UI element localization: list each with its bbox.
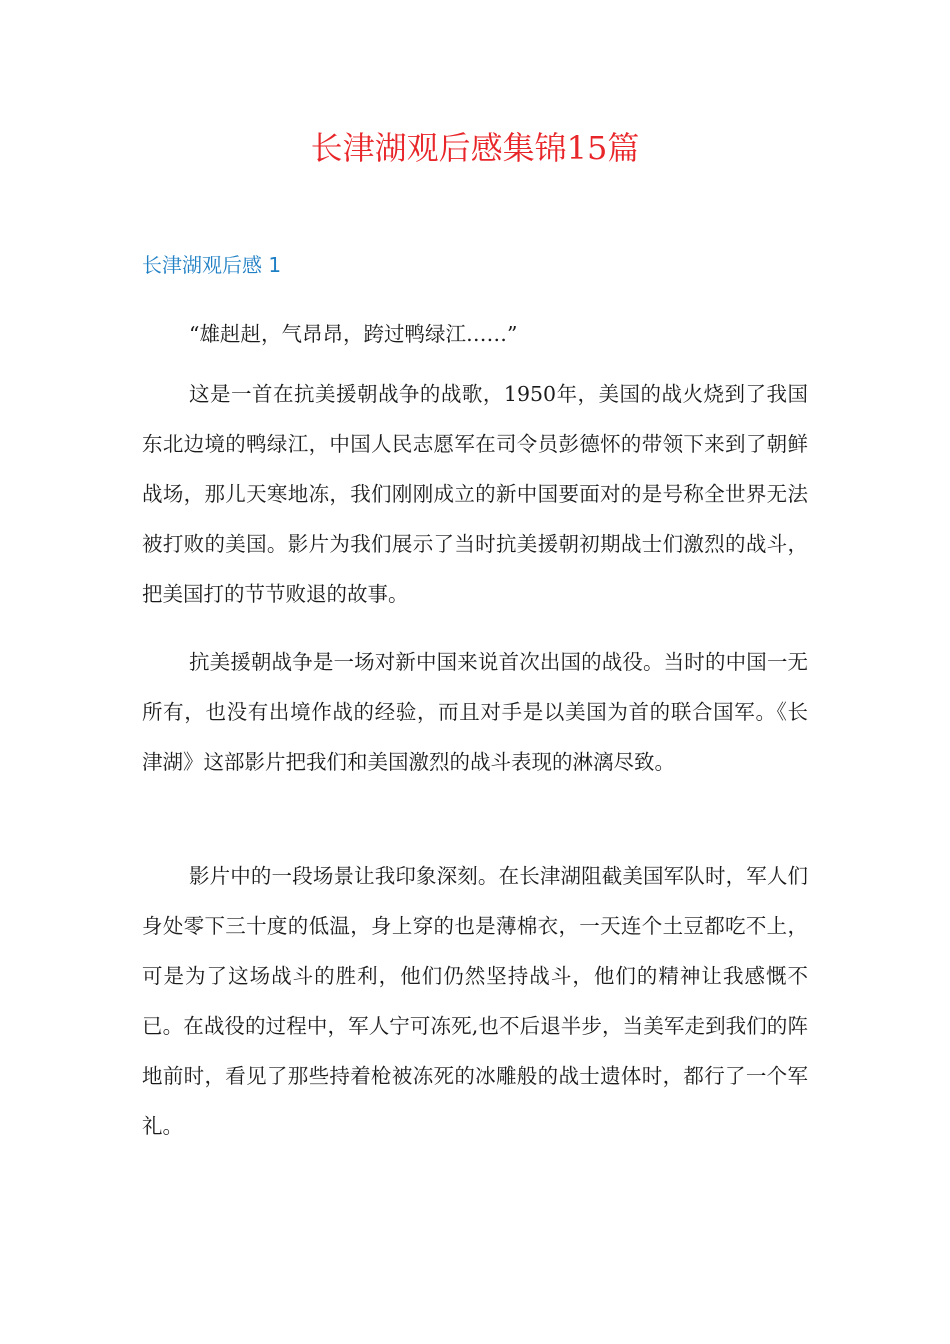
- document-title: 长津湖观后感集锦15篇: [310, 129, 640, 167]
- opening-quote: “雄赳赳，气昂昂，跨过鸭绿江……”: [189, 322, 518, 346]
- paragraph-2: 抗美援朝战争是一场对新中国来说首次出国的战役。当时的中国一无所有，也没有出境作战的经验，而且对手是以美国为首的联合国军。《长津湖》这部影片把我们和美国激烈的战斗表现的淋漓尽致。: [142, 650, 808, 774]
- paragraph-3: 影片中的一段场景让我印象深刻。在长津湖阻截美国军队时，军人们身处零下三十度的低温，身上穿的也是薄棉衣，一天连个土豆都吃不上，可是为了这场战斗的胜利，他们仍然坚持战斗，他们的精神让我感慨不已。在战役的过程中，军人宁可冻死,也不后退半步，当美军走到我们的阵地前时，看见了那些持着枪被冻死的冰雕般的战士遗体时，都行了一个军礼。: [142, 864, 808, 1138]
- section-heading: 长津湖观后感 1: [142, 253, 282, 277]
- paragraph-1: 这是一首在抗美援朝战争的战歌，1950年，美国的战火烧到了我国东北边境的鸭绿江，中国人民志愿军在司令员彭德怀的带领下来到了朝鲜战场，那儿天寒地冻，我们刚刚成立的新中国要面对的是号称全世界无法被打败的美国。影片为我们展示了当时抗美援朝初期战士们激烈的战斗，把美国打的节节败退的故事。: [142, 382, 808, 606]
